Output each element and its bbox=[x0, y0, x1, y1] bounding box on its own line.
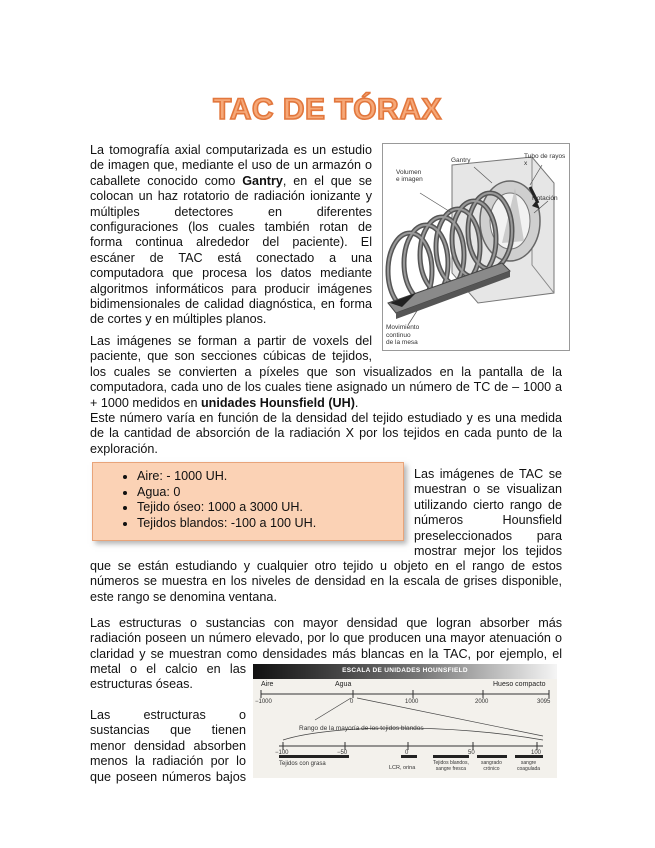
window-line: Las imágenes de TAC se bbox=[414, 467, 562, 481]
soft-tissue-range-label: Rango de la mayoría de los tejidos blandos bbox=[299, 725, 424, 732]
top-tick-label: 0 bbox=[350, 699, 354, 705]
hounsfield-values-list bbox=[93, 463, 403, 531]
label-volume: Volumen e imagen bbox=[396, 169, 423, 183]
bottom-tick-label: 0 bbox=[405, 750, 409, 756]
window-line: este rango se denomina ventana. bbox=[90, 589, 277, 604]
tissue-label-csf: LCR, orina bbox=[389, 765, 416, 771]
intro-line: La tomografía axial computarizada es un estudio bbox=[90, 143, 372, 157]
window-line: preseleccionados para bbox=[414, 528, 562, 543]
voxels-line: computadora, cada uno de los cuales tiene asignado un número de TC de – 1000 a bbox=[90, 380, 562, 395]
window-full-paragraph bbox=[90, 559, 562, 605]
voxels-paragraph bbox=[90, 334, 562, 457]
intro-line: escáner de TAC está conectado a una bbox=[90, 250, 372, 265]
intro-line: configuraciones (los cuales también rotan de bbox=[90, 220, 372, 235]
low-density-line: Las estructuras o bbox=[90, 708, 246, 722]
structures-left-paragraph bbox=[90, 662, 246, 693]
bottom-tick-label: 100 bbox=[531, 750, 542, 756]
bottom-tick-label: −50 bbox=[337, 750, 348, 756]
voxels-line: Las imágenes se forman a partir de voxels del bbox=[90, 334, 372, 348]
scale-label-water: Agua bbox=[335, 681, 352, 688]
hounsfield-term: unidades Hounsfield (UH) bbox=[200, 395, 355, 410]
window-line: utilizando cierto rango de bbox=[414, 497, 562, 512]
list-item-water: • Agua: 0 bbox=[137, 485, 403, 501]
list-item-bone: • Tejido óseo: 1000 a 3000 UH. bbox=[137, 500, 403, 516]
structures-line: estructuras óseas. bbox=[90, 677, 193, 692]
structures-line: claridad y se muestran como densidades más blancas en la TAC, por ejemplo, el bbox=[90, 646, 562, 661]
intro-line: algoritmos informáticos para producir imágenes bbox=[90, 281, 372, 296]
bottom-tick-label: 50 bbox=[468, 750, 475, 756]
scale-label-bone: Hueso compacto bbox=[493, 681, 546, 688]
density-line: exploración. bbox=[90, 441, 158, 456]
intro-line: bidimensionales de calidad diagnóstica, en forma bbox=[90, 297, 372, 312]
intro-line: computadora que procesa los datos mediante bbox=[90, 266, 372, 281]
intro-line: múltiples detectores en diferentes bbox=[90, 204, 372, 219]
bottom-tick-label: −100 bbox=[275, 750, 289, 756]
gantry-term: Gantry bbox=[242, 173, 283, 188]
top-tick-label: 2000 bbox=[475, 699, 489, 705]
scale-label-air: Aire bbox=[261, 681, 274, 688]
structures-line: radiación poseen un número elevado, por lo que producen una mayor atenuación o bbox=[90, 631, 562, 646]
intro-line-gantry: caballete conocido como Gantry, en el que se bbox=[90, 173, 372, 188]
window-line: muestran o se visualizan bbox=[414, 482, 562, 497]
low-density-line: sustancias que tienen bbox=[90, 723, 246, 738]
voxels-line: los cuales se convierten a píxeles que son visualizados en la pantalla de la bbox=[90, 364, 562, 379]
window-line: números Hounsfield bbox=[414, 513, 562, 528]
low-density-line: que poseen números bajos bbox=[90, 769, 246, 784]
tissue-label-chronic-bleed: sangrado crónico bbox=[481, 760, 502, 772]
page-title: TAC DE TÓRAX bbox=[213, 93, 442, 126]
intro-line: de cortes y en múltiples planos. bbox=[90, 312, 267, 327]
window-line: que se están estudiando y cualquier otro tejido u objeto en el rango de estos bbox=[90, 559, 562, 573]
structures-line: Las estructuras o sustancias con mayor densidad que logran absorber más bbox=[90, 616, 562, 630]
density-line: Este número varía en función de la densidad del tejido estudiado y es una medida bbox=[90, 411, 562, 426]
window-line: números se muestra en los niveles de densidad en la escala de grises disponible, bbox=[90, 574, 562, 589]
hounsfield-values-box bbox=[92, 462, 404, 541]
intro-line: de imagen que, mediante el uso de un armazón o bbox=[90, 158, 372, 173]
density-line: de la cantidad de absorción de la radiación X por los tejidos en cada punto de la bbox=[90, 426, 562, 441]
label-rotation: Rotación bbox=[532, 195, 558, 202]
voxels-line: paciente, que son secciones cúbicas de tejidos, bbox=[90, 349, 372, 364]
intro-line: colocan un haz rotatorio de radiación ionizante y bbox=[90, 189, 372, 204]
structures-line: metal o el calcio en las bbox=[90, 662, 246, 676]
window-line: mostrar mejor los tejidos bbox=[414, 544, 562, 559]
structures-paragraph bbox=[90, 616, 562, 662]
label-gantry: Gantry bbox=[451, 157, 471, 164]
scale-header: ESCALA DE UNIDADES HOUNSFIELD bbox=[342, 667, 468, 674]
label-table-movement: Movimiento continuo de la mesa bbox=[386, 324, 420, 346]
hounsfield-scale-figure bbox=[253, 664, 557, 778]
low-density-line: menos la radiación por lo bbox=[90, 754, 246, 769]
top-tick-label: −1000 bbox=[255, 699, 272, 705]
list-item-soft-tissue: • Tejidos blandos: -100 a 100 UH. bbox=[137, 516, 403, 532]
top-tick-label: 3095 bbox=[537, 699, 551, 705]
tissue-label-clotted-blood: sangre coagulada bbox=[517, 760, 541, 772]
label-xray-tube: Tubo de rayos x bbox=[524, 153, 566, 167]
tissue-label-fat: Tejidos con grasa bbox=[279, 761, 326, 767]
low-density-paragraph bbox=[90, 708, 246, 785]
window-side-paragraph bbox=[414, 467, 562, 559]
voxels-line-uh: + 1000 medidos en unidades Hounsfield (UH). bbox=[90, 395, 359, 410]
ct-scanner-figure bbox=[382, 143, 570, 351]
list-item-air: • Aire: - 1000 UH. bbox=[137, 469, 403, 485]
tissue-label-soft: Tejidos blandos, sangre fresca bbox=[433, 760, 469, 772]
top-tick-label: 1000 bbox=[405, 699, 419, 705]
low-density-line: menor densidad absorben bbox=[90, 738, 246, 753]
intro-line: forma continua alrededor del paciente). El bbox=[90, 235, 372, 250]
intro-paragraph bbox=[90, 143, 372, 328]
